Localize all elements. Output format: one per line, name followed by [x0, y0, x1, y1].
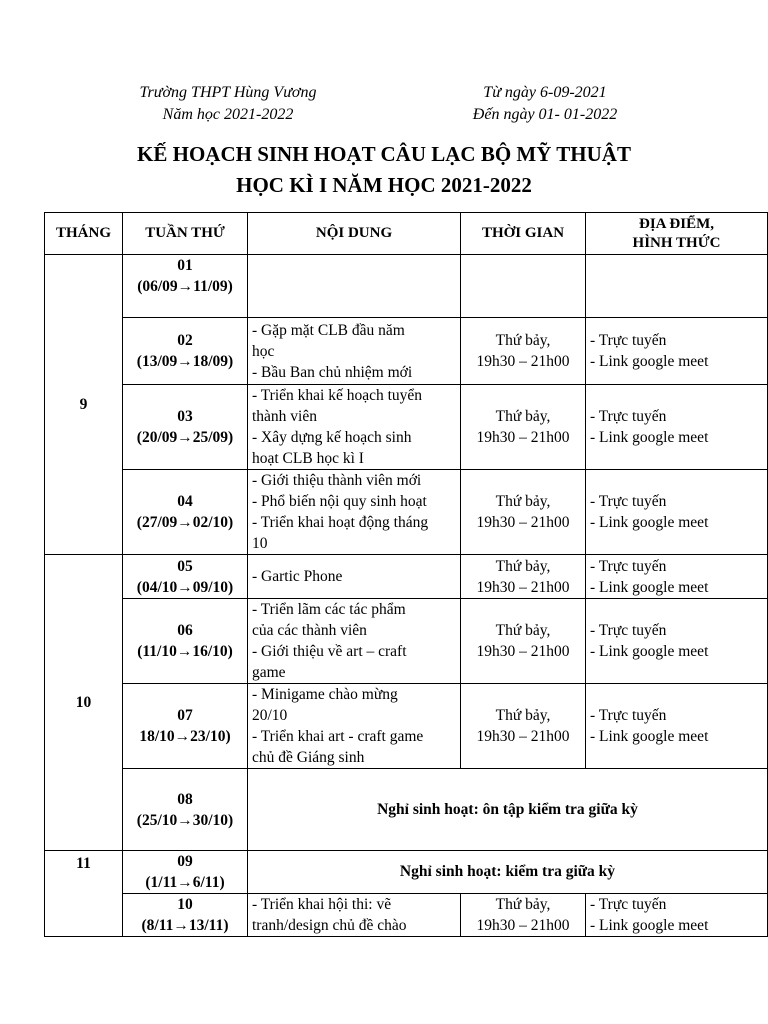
- place-cell: - Trực tuyến - Link google meet: [586, 555, 768, 599]
- table-row: [45, 385, 768, 470]
- place-cell: - Trực tuyến - Link google meet: [586, 470, 768, 555]
- content-cell: - Giới thiệu thành viên mới - Phổ biến nội quy sinh hoạt - Triển khai hoạt động tháng 10: [248, 470, 461, 555]
- content-cell: - Minigame chào mừng 20/10 - Triển khai art - craft game chủ đề Giáng sinh: [248, 684, 461, 769]
- week-cell: 08 (25/10→30/10): [123, 769, 248, 851]
- header-month: THÁNG: [45, 213, 123, 255]
- content-cell: - Gartic Phone: [248, 555, 461, 599]
- month-cell-10: 10: [45, 555, 123, 851]
- to-date: Đến ngày 01- 01-2022: [472, 106, 618, 123]
- week-cell: 10 (8/11→13/11): [123, 894, 248, 937]
- header-place: ĐỊA ĐIỂM, HÌNH THỨC: [586, 213, 768, 255]
- content-cell: - Triển khai kế hoạch tuyển thành viên - Xây dựng kế hoạch sinh hoạt CLB học kì I: [248, 385, 461, 470]
- place-cell: - Trực tuyến - Link google meet: [586, 385, 768, 470]
- time-cell: [461, 255, 586, 318]
- header-week: TUẦN THỨ: [123, 213, 248, 255]
- month-cell-11: 11: [45, 851, 123, 937]
- time-cell: Thứ bảy, 19h30 – 21h00: [461, 470, 586, 555]
- table-row: [45, 470, 768, 555]
- header-content: NỘI DUNG: [248, 213, 461, 255]
- content-cell: [248, 255, 461, 318]
- date-range-header: [440, 82, 650, 126]
- document-title: KẾ HOẠCH SINH HOẠT CÂU LẠC BỘ MỸ THUẬT: [137, 142, 631, 166]
- time-cell: Thứ bảy, 19h30 – 21h00: [461, 318, 586, 385]
- week-cell: 05 (04/10→09/10): [123, 555, 248, 599]
- school-header: [128, 82, 328, 126]
- school-name: Trường THPT Hùng Vương: [139, 84, 317, 101]
- week-cell: 01 (06/09→11/09): [123, 255, 248, 318]
- table-row: [45, 769, 768, 851]
- time-cell: Thứ bảy, 19h30 – 21h00: [461, 894, 586, 937]
- table-row: [45, 684, 768, 769]
- week-cell: 03 (20/09→25/09): [123, 385, 248, 470]
- content-cell: - Triển lãm các tác phẩm của các thành viên - Giới thiệu về art – craft game: [248, 599, 461, 684]
- from-date: Từ ngày 6-09-2021: [483, 84, 607, 101]
- header-time: THỜI GIAN: [461, 213, 586, 255]
- time-cell: Thứ bảy, 19h30 – 21h00: [461, 385, 586, 470]
- time-cell: Thứ bảy, 19h30 – 21h00: [461, 599, 586, 684]
- document-subtitle: HỌC KÌ I NĂM HỌC 2021-2022: [236, 173, 532, 197]
- place-cell: - Trực tuyến - Link google meet: [586, 894, 768, 937]
- place-cell: [586, 255, 768, 318]
- time-cell: Thứ bảy, 19h30 – 21h00: [461, 684, 586, 769]
- table-row: [45, 599, 768, 684]
- table-row: [45, 555, 768, 599]
- week-cell: 04 (27/09→02/10): [123, 470, 248, 555]
- content-cell: - Gặp mặt CLB đầu năm học - Bầu Ban chủ nhiệm mới: [248, 318, 461, 385]
- break-notice: Nghỉ sinh hoạt: ôn tập kiểm tra giữa kỳ: [248, 769, 768, 851]
- week-cell: 09 (1/11→6/11): [123, 851, 248, 894]
- table-row: [45, 318, 768, 385]
- table-row: [45, 851, 768, 894]
- time-cell: Thứ bảy, 19h30 – 21h00: [461, 555, 586, 599]
- week-cell: 02 (13/09→18/09): [123, 318, 248, 385]
- week-cell: 06 (11/10→16/10): [123, 599, 248, 684]
- week-cell: 07 18/10→23/10): [123, 684, 248, 769]
- schedule-table: [44, 212, 768, 937]
- table-row: [45, 894, 768, 937]
- table-header-row: [45, 213, 768, 255]
- table-row: [45, 255, 768, 318]
- month-cell-9: 9: [45, 255, 123, 555]
- break-notice: Nghỉ sinh hoạt: kiểm tra giữa kỳ: [248, 851, 768, 894]
- place-cell: - Trực tuyến - Link google meet: [586, 684, 768, 769]
- place-cell: - Trực tuyến - Link google meet: [586, 318, 768, 385]
- place-cell: - Trực tuyến - Link google meet: [586, 599, 768, 684]
- school-year: Năm học 2021-2022: [162, 106, 294, 123]
- content-cell: - Triển khai hội thi: vẽ tranh/design chủ đề chào: [248, 894, 461, 937]
